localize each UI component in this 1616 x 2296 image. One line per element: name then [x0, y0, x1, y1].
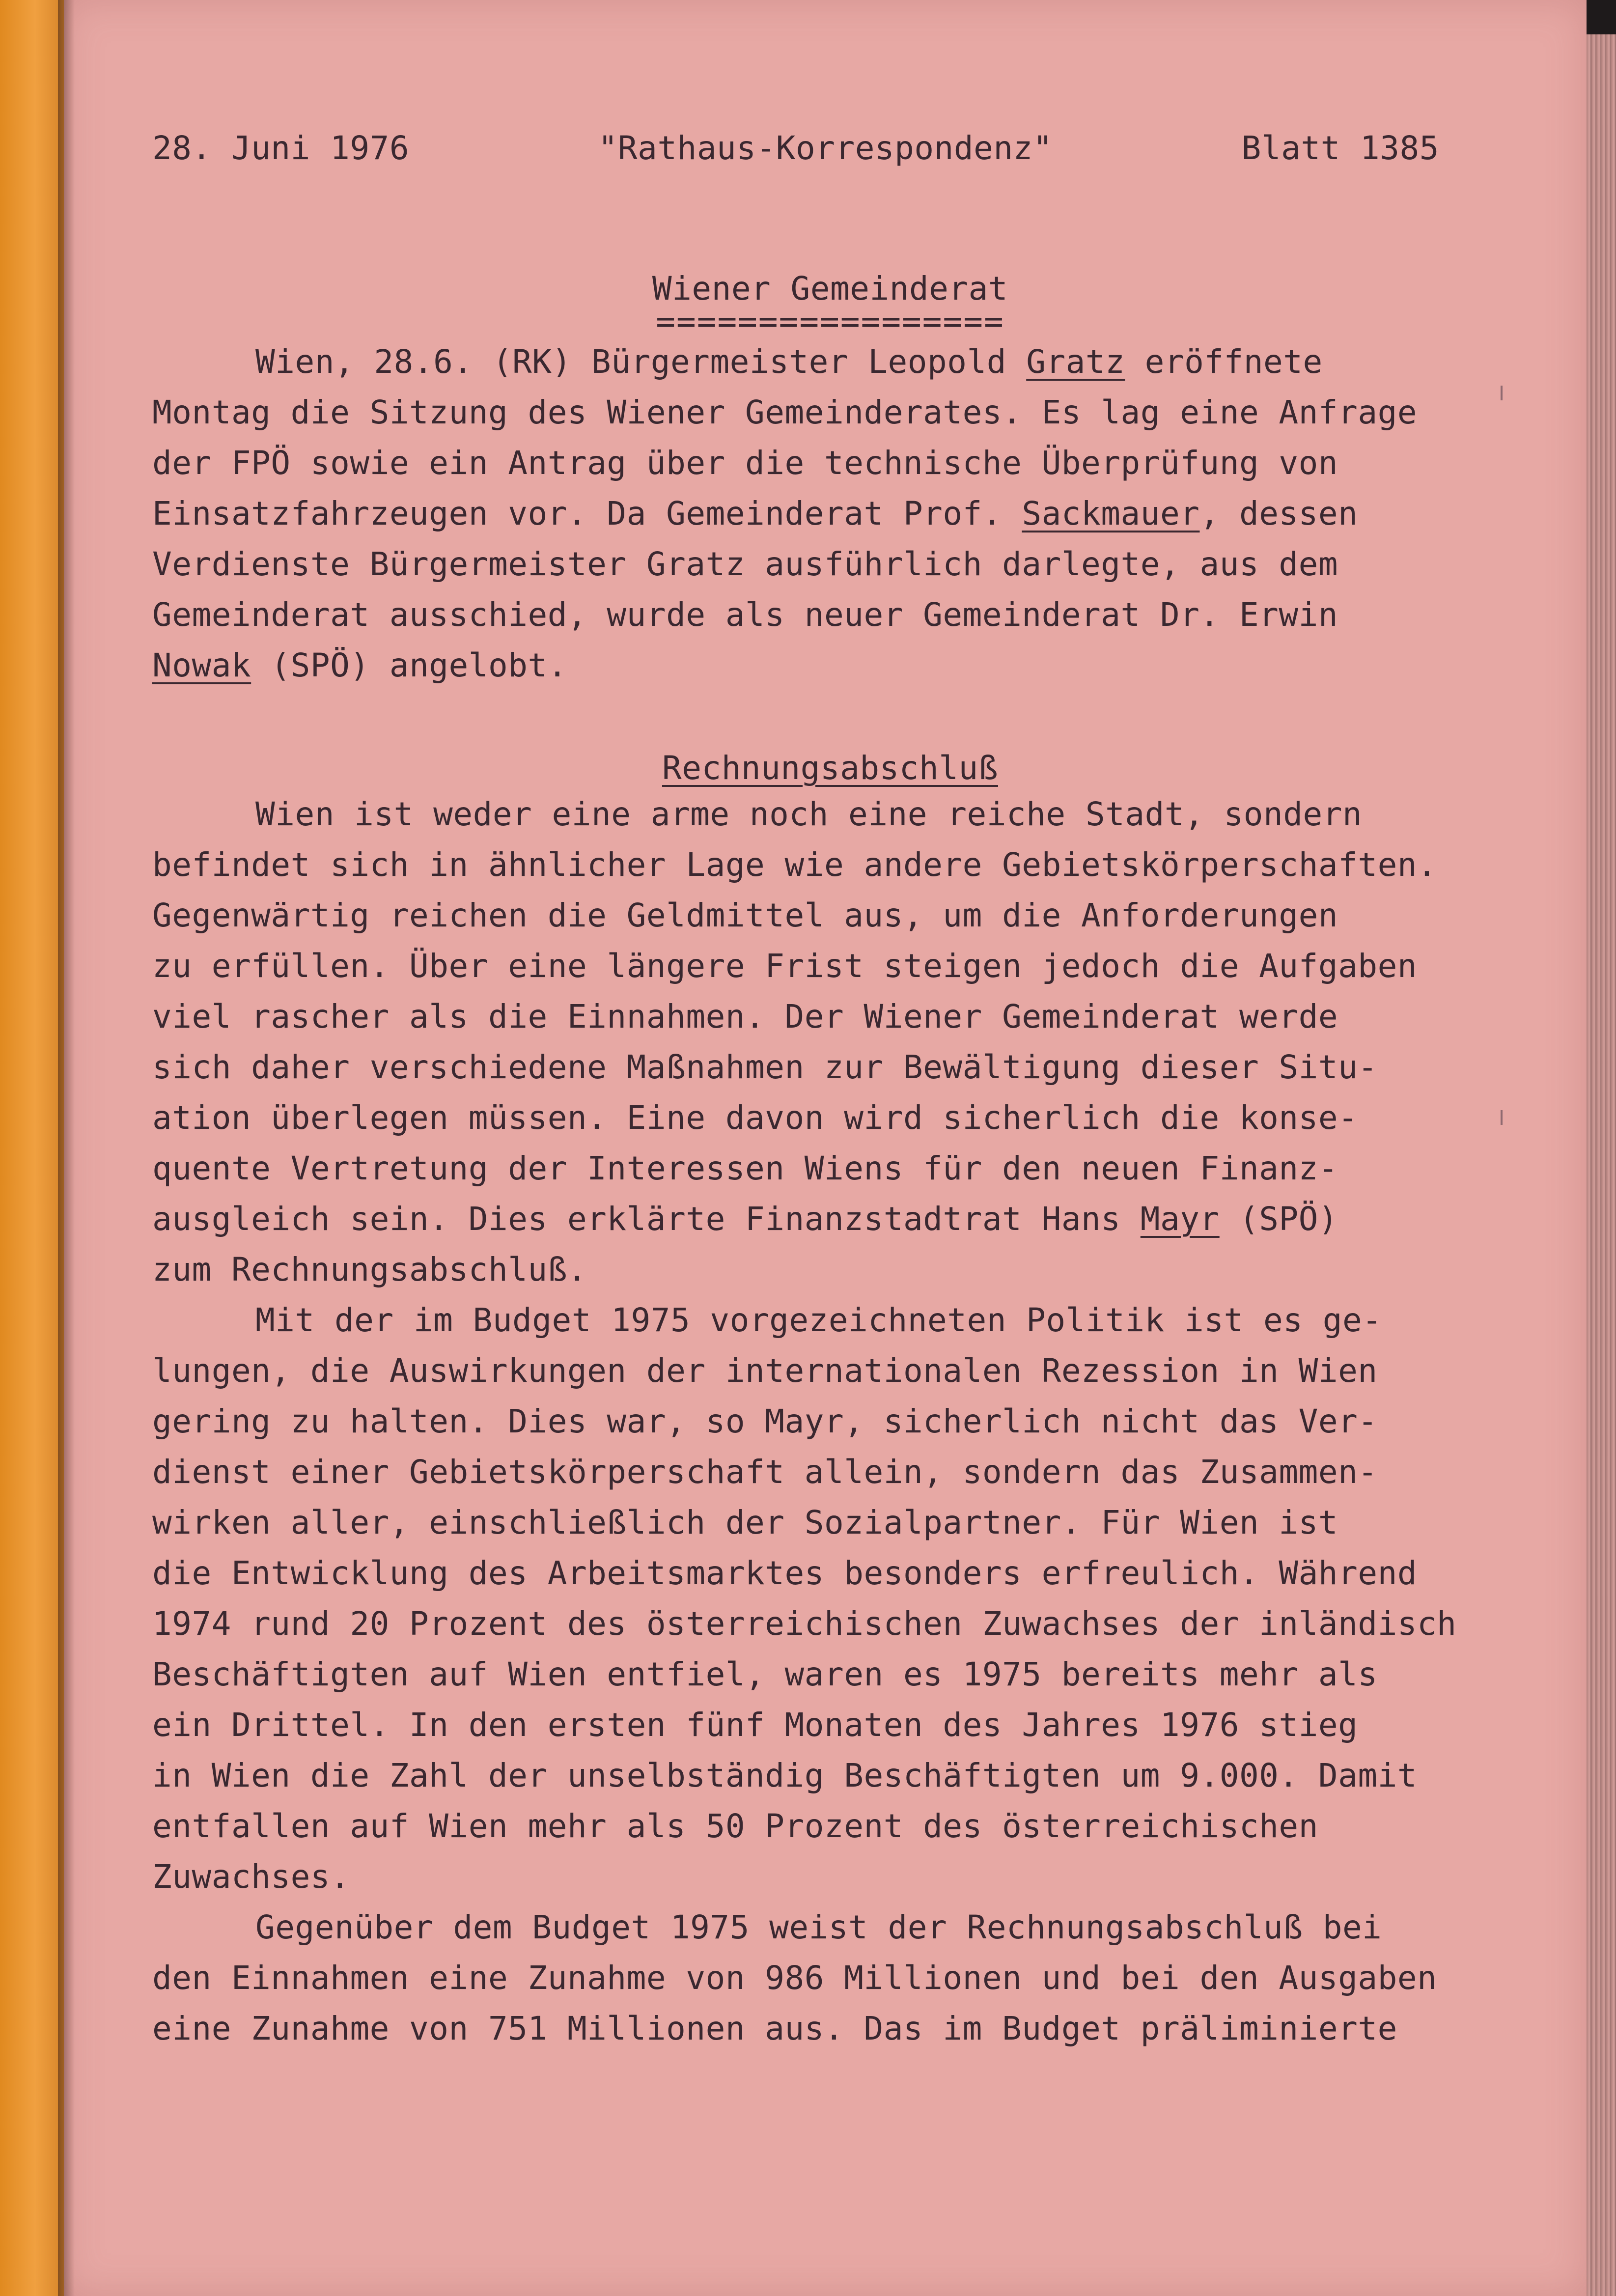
name-nowak: Nowak	[152, 646, 251, 684]
spine-shadow	[58, 0, 75, 2296]
paragraph-3	[152, 1295, 1508, 1902]
text-line: Beschäftigten auf Wien entfiel, waren es 1975 bereits mehr als	[152, 1655, 1378, 1693]
text-line: Einsatzfahrzeugen vor. Da Gemeinderat Prof. Sackmauer, dessen	[152, 495, 1358, 532]
text-line: eine Zunahme von 751 Millionen aus. Das im Budget präliminierte	[152, 2010, 1397, 2047]
text-line: Zuwachses.	[152, 1858, 350, 1896]
section-title-block	[152, 270, 1508, 340]
text-line: gering zu halten. Dies war, so Mayr, sicherlich nicht das Ver-	[152, 1402, 1378, 1440]
text-line: Nowak (SPÖ) angelobt.	[152, 646, 567, 684]
header-sheet-number: Blatt 1385	[1241, 129, 1439, 167]
section-title: Wiener Gemeinderat	[652, 270, 1008, 308]
text-line: Gemeinderat ausschied, wurde als neuer Gemeinderat Dr. Erwin	[152, 596, 1338, 634]
text-line: in Wien die Zahl der unselbständig Beschäftigten um 9.000. Damit	[152, 1757, 1418, 1794]
subheading	[152, 747, 1508, 789]
text-line: viel rascher als die Einnahmen. Der Wiener Gemeinderat werde	[152, 998, 1338, 1036]
text-line: 1974 rund 20 Prozent des österreichischen Zuwachses der inländisch	[152, 1605, 1457, 1643]
text-line: sich daher verschiedene Maßnahmen zur Bewältigung dieser Situ-	[152, 1048, 1378, 1086]
text-line: ation überlegen müssen. Eine davon wird sicherlich die konse-	[152, 1099, 1358, 1137]
text-line: ein Drittel. In den ersten fünf Monaten des Jahres 1976 stieg	[152, 1706, 1358, 1744]
text-line: Gegenüber dem Budget 1975 weist der Rechnungsabschluß bei	[255, 1908, 1382, 1946]
text-line: wirken aller, einschließlich der Sozialpartner. Für Wien ist	[152, 1504, 1338, 1541]
text-line: den Einnahmen eine Zunahme von 986 Millionen und bei den Ausgaben	[152, 1959, 1437, 1997]
text-line: Wien, 28.6. (RK) Bürgermeister Leopold Gratz eröffnete	[255, 343, 1323, 381]
text-line: zu erfüllen. Über eine längere Frist steigen jedoch die Aufgaben	[152, 947, 1418, 985]
page-header	[152, 123, 1508, 187]
paragraph-2	[152, 789, 1508, 1295]
name-sackmauer: Sackmauer	[1022, 495, 1200, 532]
text-line: entfallen auf Wien mehr als 50 Prozent des österreichischen	[152, 1807, 1318, 1845]
text-line: ausgleich sein. Dies erklärte Finanzstadtrat Hans Mayr (SPÖ)	[152, 1200, 1338, 1238]
text-line: befindet sich in ähnlicher Lage wie andere Gebietskörperschaften.	[152, 846, 1437, 884]
text-line: Montag die Sitzung des Wiener Gemeinderates. Es lag eine Anfrage	[152, 393, 1418, 431]
paragraph-1	[152, 336, 1508, 691]
page-stack-edge	[1587, 34, 1616, 2296]
name-mayr: Mayr	[1140, 1200, 1220, 1238]
text-line: dienst einer Gebietskörperschaft allein, sondern das Zusammen-	[152, 1453, 1378, 1491]
name-gratz: Gratz	[1026, 343, 1125, 381]
text-line: Gegenwärtig reichen die Geldmittel aus, um die Anforderungen	[152, 896, 1338, 934]
text-line: die Entwicklung des Arbeitsmarktes besonders erfreulich. Während	[152, 1554, 1418, 1592]
text-line: Wien ist weder eine arme noch eine reiche Stadt, sondern	[255, 795, 1363, 833]
header-publication: "Rathaus-Korrespondenz"	[598, 129, 1053, 167]
text-line: quente Vertretung der Interessen Wiens für den neuen Finanz-	[152, 1149, 1338, 1187]
text-line: der FPÖ sowie ein Antrag über die technische Überprüfung von	[152, 444, 1338, 482]
text-line: lungen, die Auswirkungen der internationalen Rezession in Wien	[152, 1352, 1378, 1390]
text-line: zum Rechnungsabschluß.	[152, 1251, 587, 1288]
background-corner	[1587, 0, 1616, 34]
paragraph-4	[152, 1902, 1508, 2054]
typewritten-text	[152, 123, 1508, 2054]
title-double-rule: =================	[656, 303, 1004, 340]
text-line: Verdienste Bürgermeister Gratz ausführlich darlegte, aus dem	[152, 545, 1338, 583]
header-date: 28. Juni 1976	[152, 129, 410, 167]
text-line: Mit der im Budget 1975 vorgezeichneten Politik ist es ge-	[255, 1301, 1382, 1339]
orange-binding-strip	[0, 0, 64, 2296]
subheading-text: Rechnungsabschluß	[662, 749, 998, 787]
